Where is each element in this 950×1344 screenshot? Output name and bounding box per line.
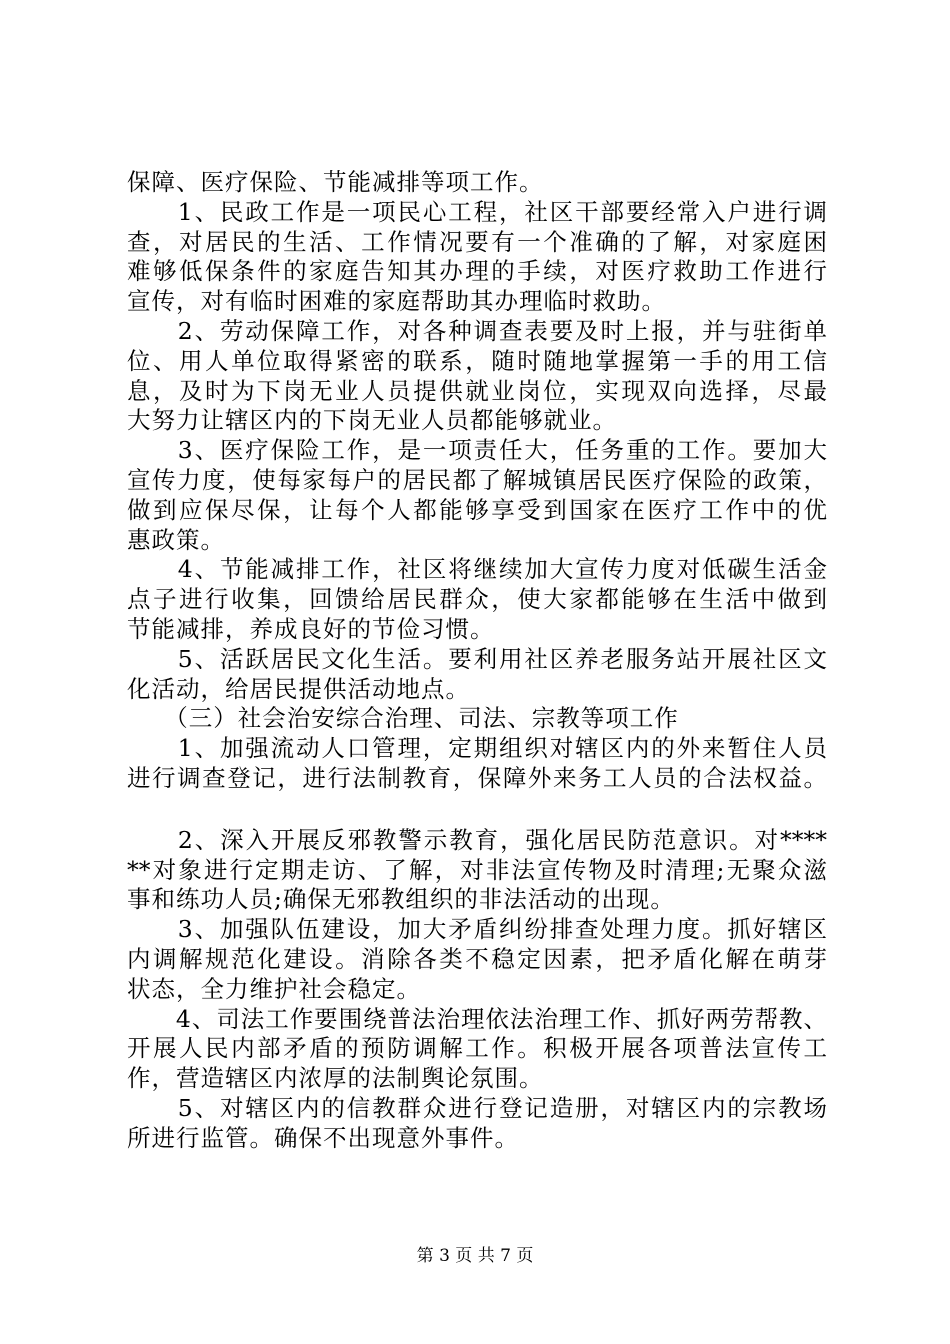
text-line: 4、节能减排工作，社区将继续加大宣传力度对低碳生活金 [127,555,827,584]
text-line: 内调解规范化建设。消除各类不稳定因素，把矛盾化解在萌芽 [127,944,827,973]
text-line: 做到应保尽保，让每个人都能够享受到国家在医疗工作中的优 [127,495,827,524]
text-line: 所进行监管。确保不出现意外事件。 [127,1123,519,1152]
page-number-footer: 第 3 页 共 7 页 [416,1246,534,1266]
text-line: 1、加强流动人口管理，定期组织对辖区内的外来暂住人员 [127,734,827,763]
text-line: 3、加强队伍建设，加大矛盾纠纷排查处理力度。抓好辖区 [127,915,827,944]
text-line: 1、民政工作是一项民心工程，社区干部要经常入户进行调 [127,197,827,226]
text-line: 查，对居民的生活、工作情况要有一个准确的了解，对家庭困 [127,227,827,256]
text-line: 状态，全力维护社会稳定。 [127,974,421,1003]
text-line: 宣传力度，使每家每户的居民都了解城镇居民医疗保险的政策， [127,465,827,494]
text-line: 作，营造辖区内浓厚的法制舆论氛围。 [127,1064,544,1093]
text-line: 节能减排，养成良好的节俭习惯。 [127,614,495,643]
text-line: 5、对辖区内的信教群众进行登记造册，对辖区内的宗教场 [127,1093,827,1122]
text-line: 4、司法工作要围绕普法治理依法治理工作、抓好两劳帮教、 [127,1004,827,1033]
text-line: 大努力让辖区内的下岗无业人员都能够就业。 [127,406,617,435]
text-line: 5、活跃居民文化生活。要利用社区养老服务站开展社区文 [127,644,827,673]
paragraph-gap [127,794,827,826]
section-heading: （三）社会治安综合治理、司法、宗教等项工作 [127,704,679,733]
text-line: 惠政策。 [127,525,225,554]
text-line: 化活动，给居民提供活动地点。 [127,674,470,703]
text-line: 难够低保条件的家庭告知其办理的手续，对医疗救助工作进行 [127,257,827,286]
text-line: 事和练功人员;确保无邪教组织的非法活动的出现。 [127,885,675,914]
text-line: 息，及时为下岗无业人员提供就业岗位，实现双向选择，尽最 [127,376,827,405]
text-line: **对象进行定期走访、了解，对非法宣传物及时清理;无聚众滋 [127,855,827,884]
text-line: 位、用人单位取得紧密的联系，随时随地掌握第一手的用工信 [127,346,827,375]
text-line: 进行调查登记，进行法制教育，保障外来务工人员的合法权益。 [127,763,827,792]
text-line: 3、医疗保险工作，是一项责任大，任务重的工作。要加大 [127,436,827,465]
text-line: 点子进行收集，回馈给居民群众，使大家都能够在生活中做到 [127,585,827,614]
text-line: 开展人民内部矛盾的预防调解工作。积极开展各项普法宣传工 [127,1034,827,1063]
text-line: 2、劳动保障工作，对各种调查表要及时上报，并与驻街单 [127,316,827,345]
text-line: 宣传，对有临时困难的家庭帮助其办理临时救助。 [127,287,666,316]
text-line: 2、深入开展反邪教警示教育，强化居民防范意识。对**** [127,825,827,854]
document-body [127,168,827,1154]
text-line: 保障、医疗保险、节能减排等项工作。 [127,168,544,196]
